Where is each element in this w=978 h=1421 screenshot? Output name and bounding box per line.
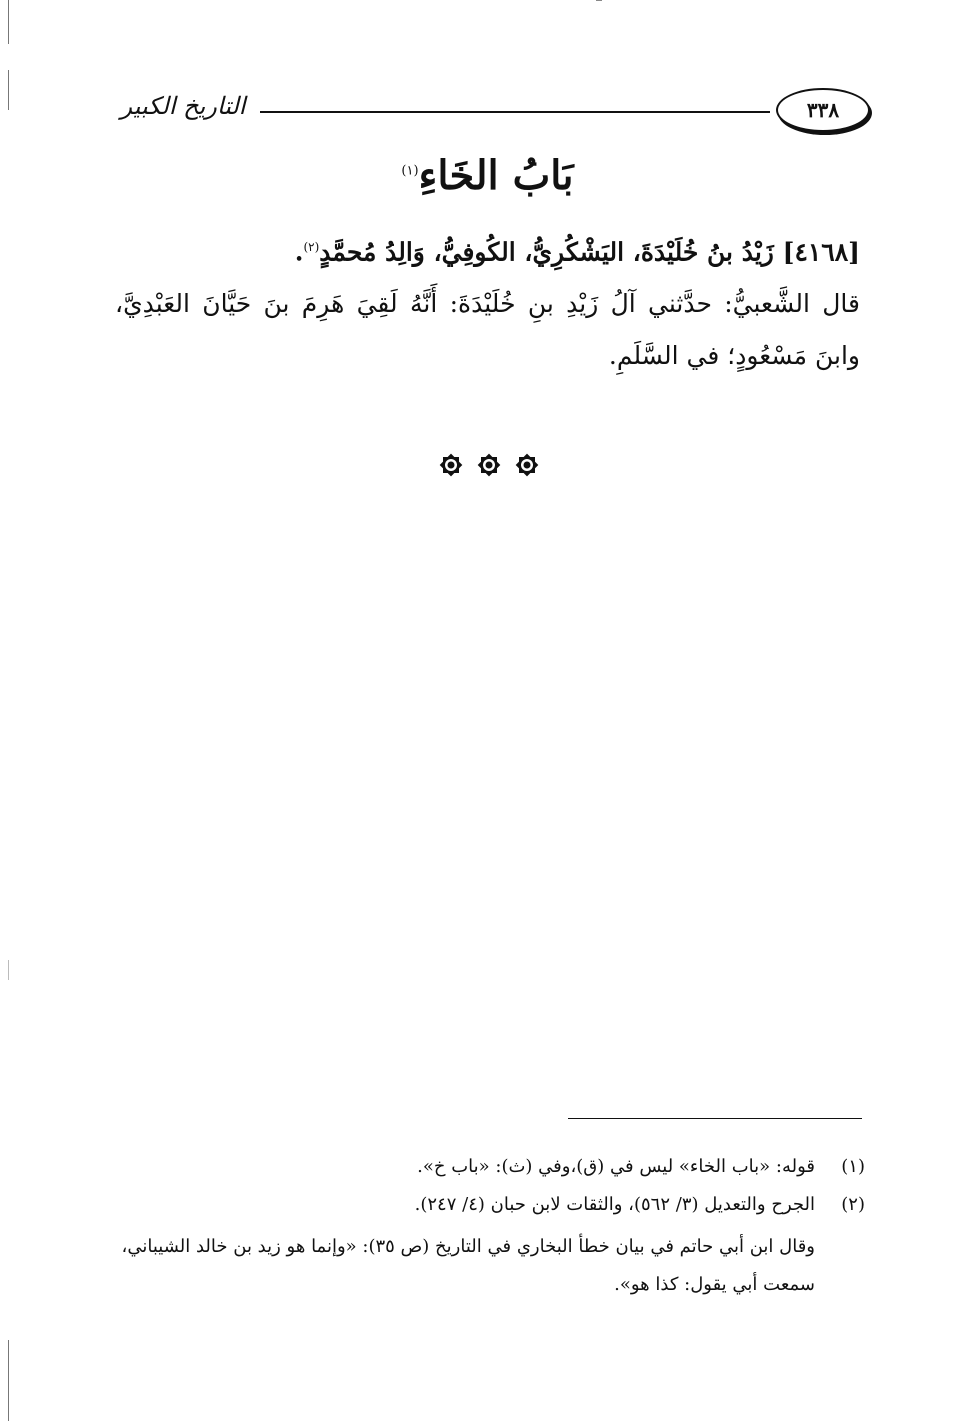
footnote-ref: (٢)	[303, 240, 320, 254]
ornament-icon	[514, 452, 540, 478]
footnote-ref: (١)	[401, 163, 419, 179]
scan-mark	[596, 0, 602, 1]
chapter-title	[115, 152, 860, 199]
scan-edge-line	[8, 960, 9, 980]
footnote-text: قوله: «باب الخاء» ليس في (ق)،وفي (ث): «باب خ».	[417, 1156, 815, 1177]
scan-edge-line	[8, 0, 9, 44]
page-header	[110, 88, 870, 134]
footnotes	[120, 1148, 865, 1304]
entry-name: زَيْدُ بنُ خُلَيْدَةَ، اليَشْكُرِيُّ، الكُوفِيُّ، وَالِدُ مُحمَّدٍ	[319, 237, 774, 267]
footnote-number: (٢)	[841, 1194, 865, 1215]
entry-number: [٤١٦٨]	[782, 237, 860, 267]
scan-edge-line	[8, 70, 9, 110]
book-title: التاريخ الكبير	[120, 92, 246, 120]
footnote-separator	[568, 1118, 862, 1119]
footnote	[120, 1186, 865, 1224]
ornament-icon	[438, 452, 464, 478]
main-text	[115, 150, 860, 382]
footnote	[120, 1148, 865, 1186]
page-number: ٣٣٨	[776, 88, 870, 132]
scan-edge-line	[8, 1340, 9, 1421]
section-divider	[0, 452, 978, 478]
footnote-text: الجرح والتعديل (٣/ ٥٦٢)، والثقات لابن حبان (٤/ ٢٤٧).	[414, 1194, 815, 1215]
footnote-continuation: وقال ابن أبي حاتم في بيان خطأ البخاري في التاريخ (ص ٣٥): «وإنما هو زيد بن خالد الشيباني، سمعت أبي يقول: كذا هو».	[121, 1236, 815, 1295]
ornament-icon	[476, 452, 502, 478]
entry-body: قال الشَّعبيُّ: حدَّثني آلُ زَيْدِ بنِ خُلَيْدَةَ: أَنَّهُ لَقِيَ هَرِمَ بنَ حَيَّانَ العَبْدِيَّ، وابنَ مَسْعُودٍ؛ في السَّلَمِ.	[115, 289, 860, 371]
entry-heading	[115, 223, 860, 276]
header-rule	[260, 111, 770, 113]
chapter-title-text: بَابُ الخَاءِ	[418, 152, 574, 199]
footnote-number: (١)	[841, 1156, 865, 1177]
entry-end: .	[294, 237, 304, 267]
